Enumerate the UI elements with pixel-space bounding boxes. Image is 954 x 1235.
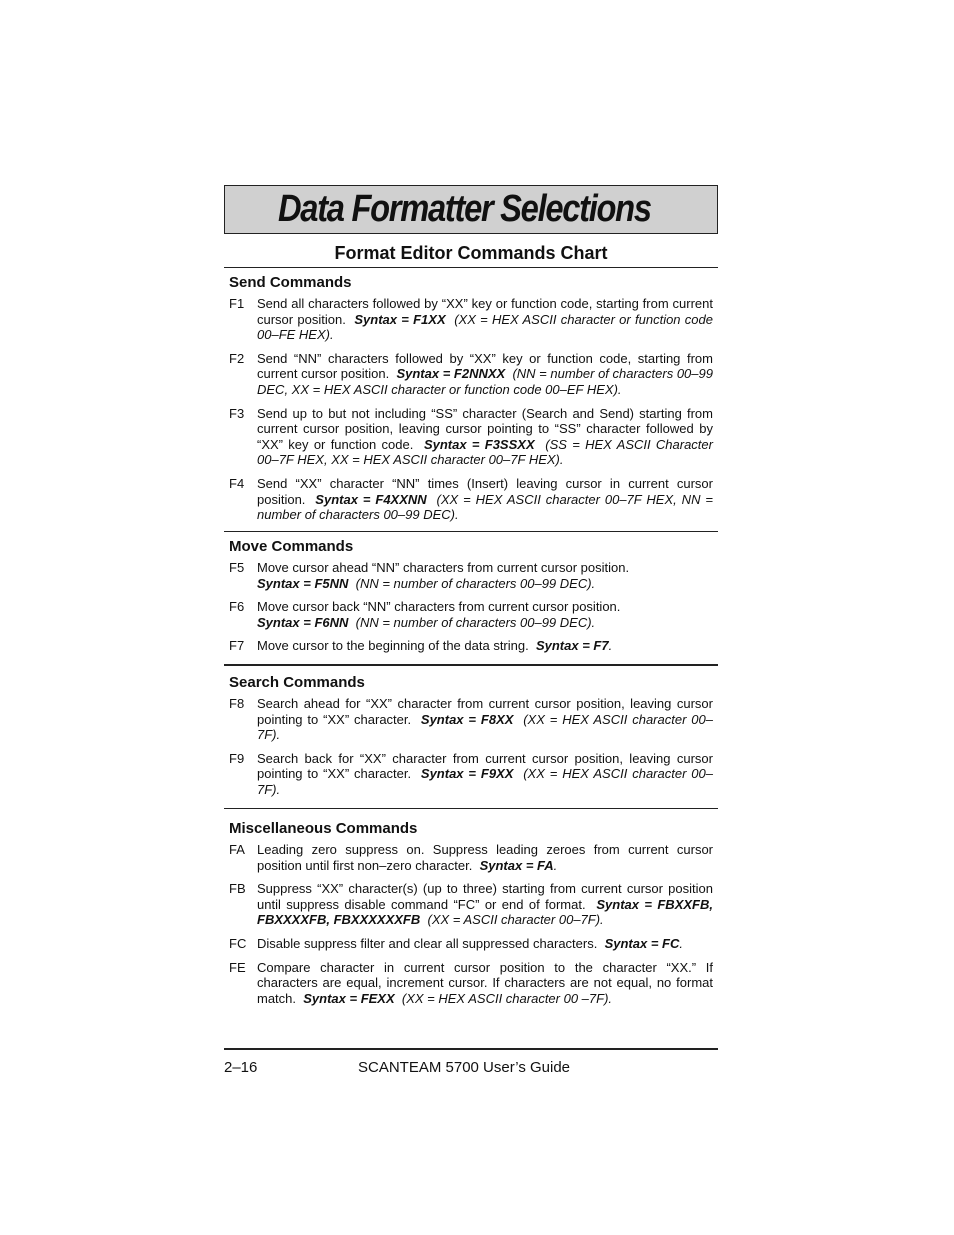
command-item-fe bbox=[229, 960, 713, 1007]
command-item-fc bbox=[229, 936, 713, 952]
search-commands-section bbox=[229, 674, 713, 806]
command-note: . bbox=[608, 638, 613, 654]
command-code: F9 bbox=[229, 750, 245, 766]
footer-rule bbox=[224, 1048, 718, 1050]
command-item-fa bbox=[229, 842, 713, 873]
command-description: Compare character in current cursor position to the character “XX.” If characters are equal, increment cursor. If characters are not equal, no format match. bbox=[257, 959, 713, 1006]
command-description: Move cursor to the beginning of the data string. bbox=[257, 638, 529, 654]
divider bbox=[224, 664, 718, 666]
command-syntax: Syntax = F9XX bbox=[420, 766, 514, 782]
command-item-f5 bbox=[229, 560, 713, 591]
section-heading: Send Commands bbox=[229, 274, 352, 291]
command-description: Send up to but not including “SS” character (Search and Send) starting from current cursor position, leaving cursor pointing to “SS” character followed by “XX” key or function code. bbox=[257, 405, 713, 452]
command-item-f3 bbox=[229, 406, 713, 468]
command-syntax: Syntax = FA bbox=[479, 857, 554, 873]
page-number: 2–16 bbox=[224, 1059, 258, 1076]
command-note: (XX = ASCII character 00–7F). bbox=[427, 912, 604, 928]
command-note: (NN = number of characters 00–99 DEC). bbox=[355, 575, 596, 591]
command-note: (XX = HEX ASCII character 00 –7F). bbox=[401, 990, 613, 1006]
command-code: FE bbox=[229, 959, 246, 975]
command-code: F2 bbox=[229, 350, 245, 366]
divider bbox=[224, 267, 718, 268]
command-note: (XX = HEX ASCII character 00–7F). bbox=[257, 766, 713, 797]
divider bbox=[224, 808, 718, 809]
command-code: F3 bbox=[229, 405, 245, 421]
chart-title: Format Editor Commands Chart bbox=[334, 243, 608, 263]
command-syntax: Syntax = F6NN bbox=[257, 614, 349, 630]
command-code: F7 bbox=[229, 638, 245, 654]
command-code: F4 bbox=[229, 475, 245, 491]
command-syntax: Syntax = FBXXFB, FBXXXXFB, FBXXXXXXFB bbox=[257, 896, 713, 928]
command-syntax: Syntax = FEXX bbox=[303, 990, 395, 1006]
command-syntax: Syntax = F1XX bbox=[354, 311, 446, 327]
command-description: Search ahead for “XX” character from current cursor position, leaving cursor pointing to “XX” character. bbox=[257, 696, 713, 727]
command-syntax: Syntax = F2NNXX bbox=[396, 366, 506, 382]
command-syntax: Syntax = F4XXNN bbox=[315, 491, 427, 507]
command-note: (XX = HEX ASCII character 00–7F HEX, NN = number of characters 00–99 DEC). bbox=[257, 491, 713, 523]
command-syntax: Syntax = F3SSXX bbox=[423, 436, 535, 452]
divider bbox=[224, 531, 718, 532]
command-note: (NN = number of characters 00–99 DEC, XX = HEX ASCII character or function code 00–EF HEX). bbox=[257, 366, 713, 397]
command-item-f8 bbox=[229, 696, 713, 743]
move-commands-section bbox=[229, 538, 713, 662]
command-code: F5 bbox=[229, 560, 245, 575]
command-description: Move cursor back “NN” characters from current cursor position. bbox=[257, 599, 621, 615]
guide-title: SCANTEAM 5700 User’s Guide bbox=[358, 1059, 571, 1076]
command-note: (XX = HEX ASCII character or function code 00–FE HEX). bbox=[257, 311, 713, 343]
command-code: FA bbox=[229, 842, 245, 857]
command-description: Search back for “XX” character from current cursor position, leaving cursor pointing to “XX” character. bbox=[257, 750, 713, 782]
chapter-title: Data Formatter Selections bbox=[278, 188, 651, 230]
command-note: (SS = HEX ASCII Character 00–7F HEX, XX = HEX ASCII character 00–7F HEX). bbox=[257, 436, 713, 468]
command-item-f9 bbox=[229, 751, 713, 798]
section-heading: Search Commands bbox=[229, 674, 365, 691]
command-description: Move cursor ahead “NN” characters from current cursor position. bbox=[257, 560, 630, 575]
section-heading: Move Commands bbox=[229, 538, 354, 555]
chapter-banner bbox=[224, 185, 718, 234]
miscellaneous-commands-section bbox=[229, 820, 713, 1014]
command-code: F6 bbox=[229, 599, 245, 615]
command-note: . bbox=[553, 857, 558, 873]
command-code: F1 bbox=[229, 296, 245, 311]
command-syntax: Syntax = FC bbox=[604, 935, 680, 951]
command-syntax: Syntax = F5NN bbox=[257, 575, 349, 591]
command-description: Disable suppress filter and clear all suppressed characters. bbox=[257, 935, 598, 951]
command-item-f7 bbox=[229, 638, 713, 654]
command-description: Leading zero suppress on. Suppress leading zeroes from current cursor position until first non–zero character. bbox=[257, 842, 713, 873]
send-commands-section bbox=[229, 274, 713, 531]
command-item-f4 bbox=[229, 476, 713, 523]
command-item-f6 bbox=[229, 599, 713, 630]
command-code: FB bbox=[229, 881, 246, 897]
command-note: (NN = number of characters 00–99 DEC). bbox=[355, 614, 596, 630]
command-description: Send all characters followed by “XX” key or function code, starting from current cursor position. bbox=[257, 296, 713, 327]
section-heading: Miscellaneous Commands bbox=[229, 820, 418, 837]
command-syntax: Syntax = F7 bbox=[535, 638, 609, 654]
command-description: Send “NN” characters followed by “XX” key or function code, starting from current cursor position. bbox=[257, 350, 713, 382]
command-code: F8 bbox=[229, 696, 245, 711]
command-description: Suppress “XX” character(s) (up to three) starting from current cursor position until suppress disable command “FC” or end of format. bbox=[257, 881, 713, 912]
command-description: Send “XX” character “NN” times (Insert) leaving cursor in current cursor position. bbox=[257, 475, 713, 507]
command-item-f2 bbox=[229, 351, 713, 398]
command-syntax: Syntax = F8XX bbox=[420, 711, 514, 727]
command-item-f1 bbox=[229, 296, 713, 343]
command-note: . bbox=[679, 935, 683, 951]
command-note: (XX = HEX ASCII character 00–7F). bbox=[257, 711, 713, 743]
command-item-fb bbox=[229, 881, 713, 928]
command-code: FC bbox=[229, 935, 247, 951]
